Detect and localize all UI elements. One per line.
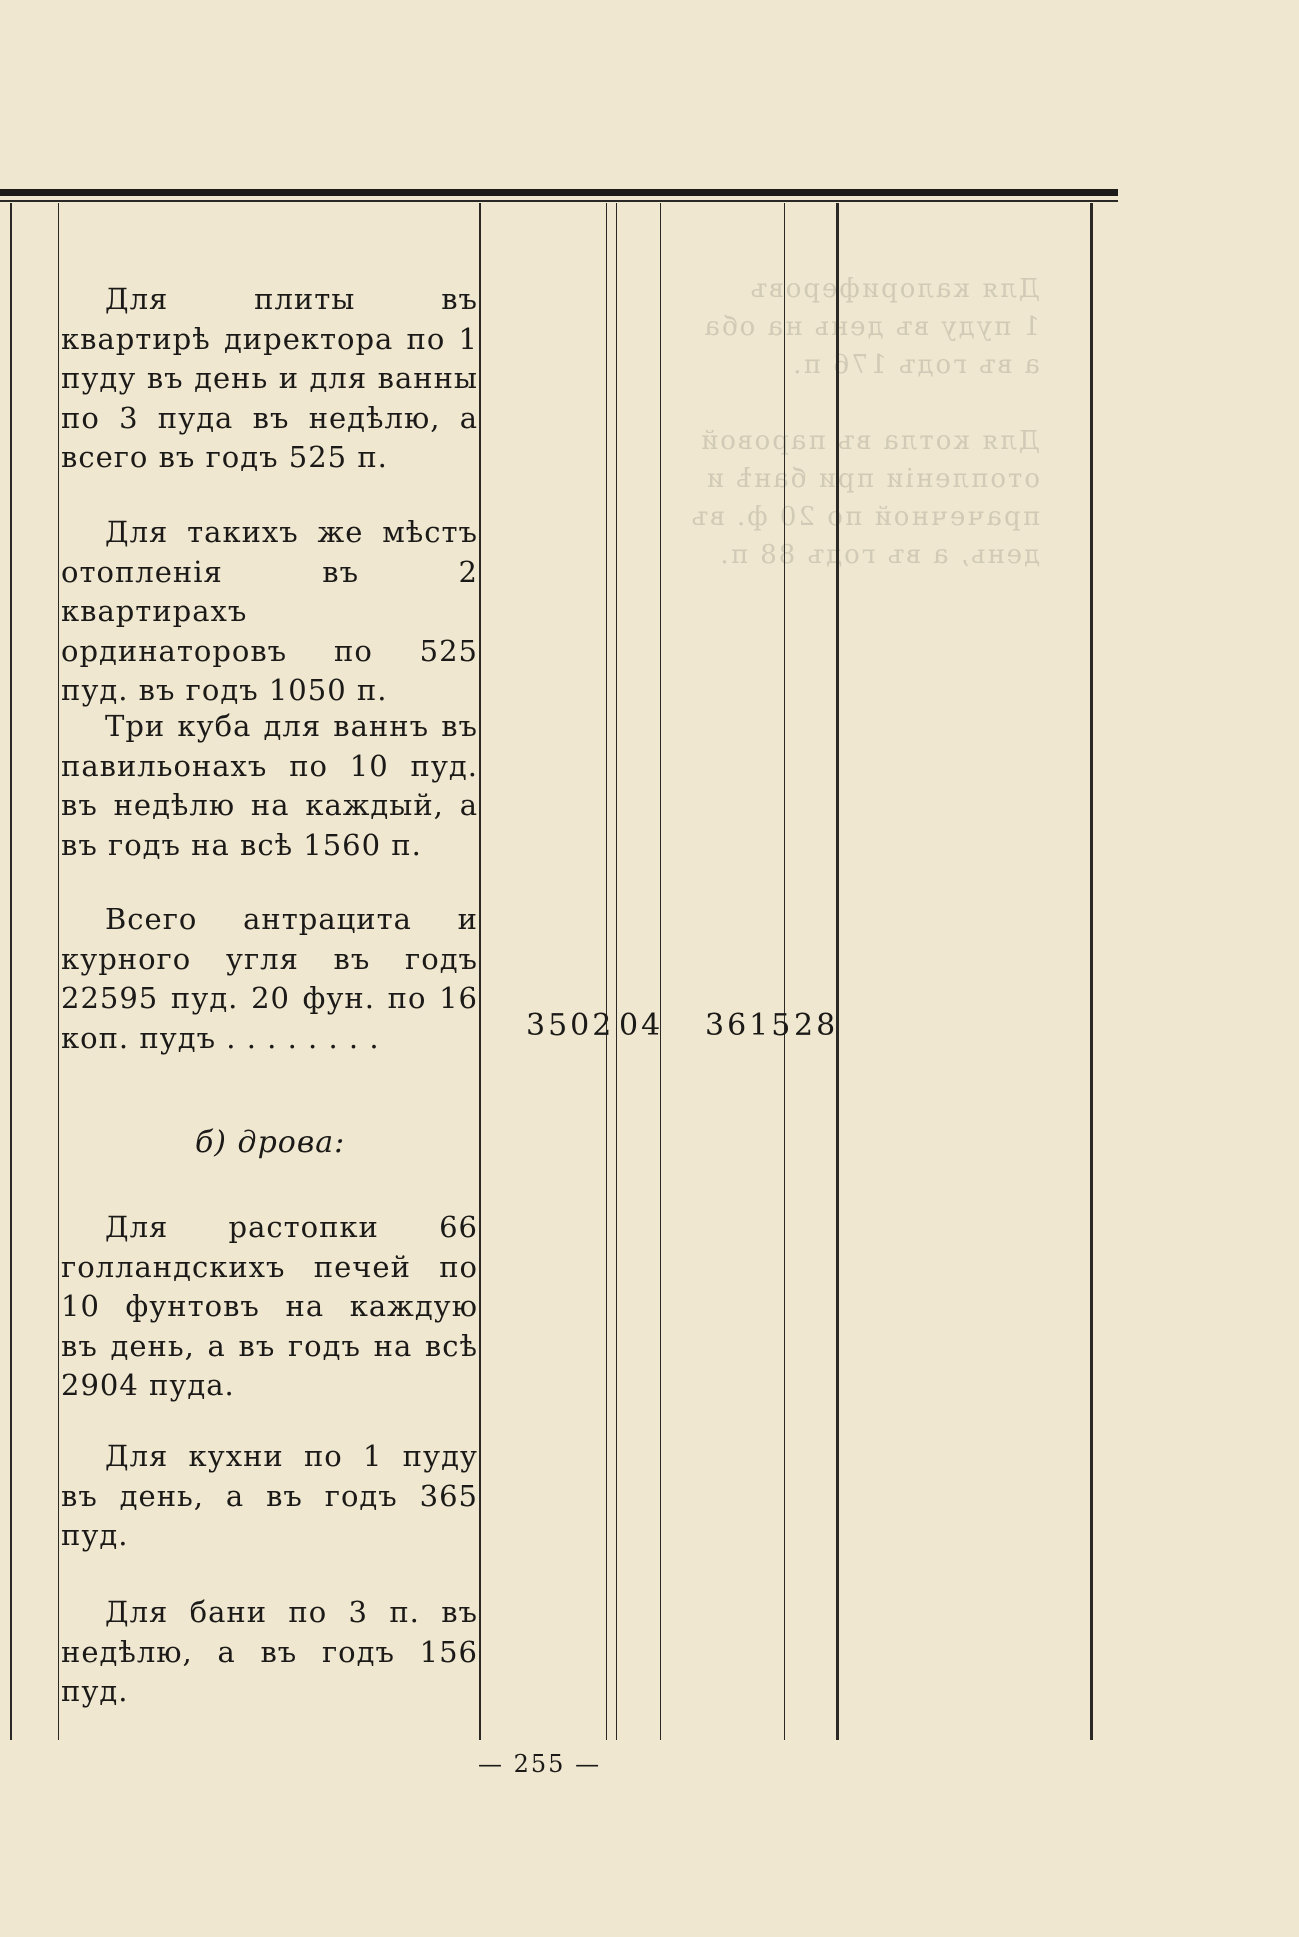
column-line — [58, 203, 59, 1740]
column-line — [606, 203, 607, 1740]
bleed-through-text: Для калориферовъ 1 пуду въ день на оба а въ годъ 176 п. Для котла въ паровой отопленіи при банѣ и прачечной по 20 ф. въ день, а въ годъ 88 п. — [689, 274, 1040, 570]
amount-col2-kopecks: 28 — [794, 1008, 839, 1043]
entry-text: Для растопки 66 голландскихъ печей по 10 фунтовъ на каждую въ день, а въ годъ на всѣ 2904 пуда. — [61, 1210, 478, 1402]
column-line — [616, 203, 617, 1740]
wood-entry-paragraph — [61, 1593, 478, 1712]
column-line — [10, 203, 12, 1740]
entry-text: Для плиты въ квартирѣ директора по 1 пуду въ день и для ванны по 3 пуда въ недѣлю, а всего въ годъ 525 п. — [61, 282, 478, 474]
column-line — [479, 203, 481, 1740]
wood-entry-paragraph — [61, 1437, 478, 1556]
column-line — [660, 203, 661, 1740]
amount-col2-rubles: 3615 — [705, 1008, 794, 1043]
entry-text: Три куба для ваннъ въ павильонахъ по 10 пуд. въ недѣлю на каждый, а въ годъ на всѣ 1560 п. — [61, 709, 478, 862]
amount-col1-rubles: 3502 — [526, 1008, 615, 1043]
entry-paragraph-total — [61, 900, 478, 1058]
top-rule-thin — [0, 200, 1118, 202]
entry-paragraph — [61, 513, 478, 711]
column-line — [836, 203, 839, 1740]
column-line — [1090, 203, 1093, 1740]
page-number: — 255 — — [478, 1750, 602, 1778]
entry-paragraph — [61, 707, 478, 865]
entry-text: Всего антрацита и курного угля въ годъ 22595 пуд. 20 фун. по 16 коп. пудъ . . . . . . . . — [61, 902, 478, 1055]
wood-entry-paragraph — [61, 1208, 478, 1406]
column-line — [784, 203, 785, 1740]
entry-text: Для кухни по 1 пуду въ день, а въ годъ 365 пуд. — [61, 1439, 478, 1552]
section-heading: б) дрова: — [195, 1125, 346, 1160]
amount-col1-kopecks: 04 — [619, 1008, 664, 1043]
entry-paragraph — [61, 280, 478, 478]
top-rule-thick — [0, 189, 1118, 196]
entry-text: Для такихъ же мѣстъ отопленія въ 2 квартирахъ ординаторовъ по 525 пуд. въ годъ 1050 п. — [61, 515, 478, 707]
entry-text: Для бани по 3 п. въ недѣлю, а въ годъ 156 пуд. — [61, 1595, 478, 1708]
